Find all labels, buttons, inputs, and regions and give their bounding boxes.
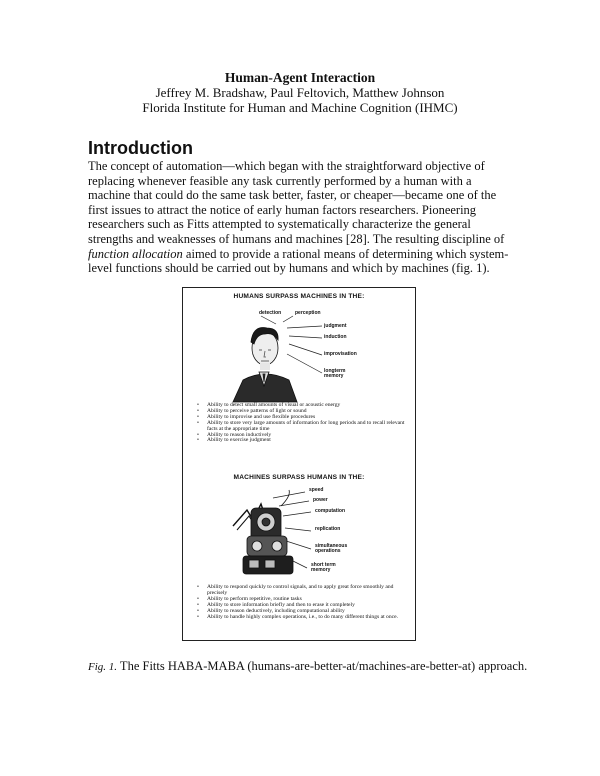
intro-paragraph — [88, 159, 516, 276]
human-ability-item: • Ability to reason inductively — [195, 433, 409, 439]
human-head-illustration — [221, 310, 391, 410]
paper-title: Human-Agent Interaction — [224, 70, 376, 85]
label-induction: induction — [324, 334, 347, 340]
label-power: power — [313, 497, 328, 503]
machines-heading: MACHINES SURPASS HUMANS IN THE: — [233, 474, 365, 481]
haba-maba-figure — [182, 287, 416, 641]
machine-ability-item: • Ability to handle highly complex operations, i.e., to do many different things at once. — [195, 615, 409, 621]
human-ability-item: • Ability to exercise judgment — [195, 438, 409, 444]
paper-authors: Jeffrey M. Bradshaw, Paul Feltovich, Matthew Johnson — [155, 85, 445, 100]
machine-ability-item: • Ability to perform repetitive, routine tasks — [195, 597, 409, 603]
label-speed: speed — [309, 487, 324, 493]
humans-heading: HUMANS SURPASS MACHINES IN THE: — [233, 293, 365, 300]
machine-abilities-list — [195, 585, 409, 620]
machine-ability-item: • Ability to reason deductively, including computational ability — [195, 609, 409, 615]
label-short-term-memory: short term memory — [311, 562, 336, 574]
label-improvisation: improvisation — [324, 351, 357, 357]
human-ability-item: • Ability to improvise and use flexible procedures — [195, 415, 409, 421]
paper-header — [0, 70, 600, 115]
section-heading: Introduction — [88, 138, 193, 158]
paragraph-emphasis: function allocation — [88, 246, 183, 261]
paragraph-text-start: The concept of automation—which began with the straightforward objective of replacing whenever feasible any task currently performed by a human with a machine that could do the same task better, faster, or cheaper—became one of the first issues to attract the notice of early human factors researchers. Pioneering researchers such as Fitts attempted to systematically characterize the general strengths and weaknesses of humans and machines [28]. The resulting discipline of — [88, 159, 505, 246]
label-simultaneous-operations: simultaneous operations — [315, 543, 348, 555]
figure-caption — [88, 659, 527, 674]
paragraph-text-end: aimed to provide a rational means of determining which system-level functions should be carried out by humans and which by machines (fig. 1). — [88, 246, 509, 276]
human-abilities-list — [195, 403, 409, 444]
machine-ability-item: • Ability to store information briefly and then to erase it completely — [195, 603, 409, 609]
label-judgment: judgment — [324, 323, 347, 329]
caption-text: The Fitts HABA-MABA (humans-are-better-at/machines-are-better-at) approach. — [117, 659, 528, 673]
label-perception: perception — [295, 310, 321, 316]
human-ability-item: • Ability to detect small amounts of visual or acoustic energy — [195, 403, 409, 409]
human-ability-item: • Ability to store very large amounts of information for long periods and to recall relevant facts at the appropriate time — [195, 421, 409, 433]
label-longterm-memory: longterm memory — [324, 368, 346, 380]
human-ability-item: • Ability to perceive patterns of light or sound — [195, 409, 409, 415]
paper-affiliation: Florida Institute for Human and Machine Cognition (IHMC) — [142, 100, 458, 115]
caption-label: Fig. 1. — [88, 661, 118, 673]
machine-ability-item: • Ability to respond quickly to control signals, and to apply great force smoothly and precisely — [195, 585, 409, 597]
label-computation: computation — [315, 508, 345, 514]
label-replication: replication — [315, 526, 341, 532]
label-detection: detection — [259, 310, 282, 316]
